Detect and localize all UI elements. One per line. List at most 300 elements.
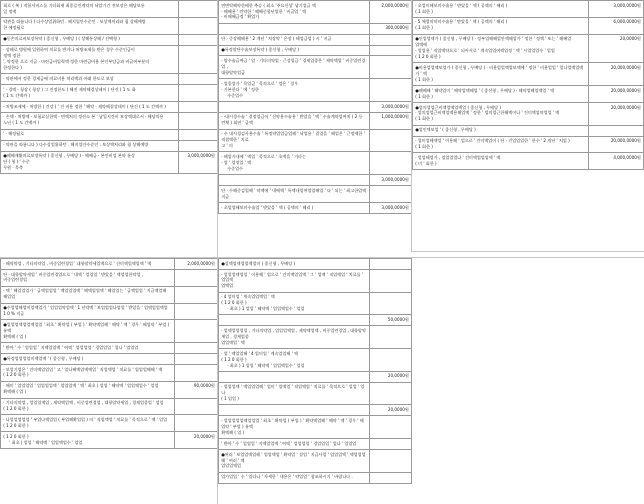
amount-cell: [178, 112, 217, 129]
clause-line: ( 1 도 간액까 ): [3, 92, 31, 98]
table-row: [413, 125, 644, 136]
table-row: [1, 415, 218, 432]
clause-spacer: [221, 25, 366, 27]
clause-cell: [219, 101, 370, 112]
clause-line: ( 1 회한 ): [415, 76, 433, 82]
clause-line: · 상해로 병원에 입원하여 치료를 받거나 처방조제를 받은 경우 수준인금이: [3, 47, 135, 53]
clause-cell: [219, 439, 370, 450]
clause-line: · 업액업업업업 , 기타의약업 , 업업업액업 , 제약액업액 , 비중업련경업 , 대항암약세업 , 경제업종: [221, 327, 366, 339]
amount-cell: 20,0000원: [174, 432, 217, 449]
page-seam-horizontal: [0, 257, 644, 258]
table-row: [219, 45, 412, 56]
amount-cell: 2,000,0000원: [174, 259, 217, 270]
clause-cell: [219, 129, 370, 152]
table-row: [219, 259, 412, 270]
table-top-middle: [218, 0, 412, 214]
table-row: [1, 364, 218, 381]
table-bottom-middle: [218, 258, 412, 484]
clause-cell: [1, 286, 175, 303]
clause-line: 련체 ) 회연 ' 급액: [221, 120, 253, 126]
amount-cell: [178, 45, 217, 74]
clause-marker: · 최초 ) 1 업업 ' 해약액 ' 업업액업수 ' 업업: [227, 362, 305, 368]
table-row: [1, 74, 218, 85]
clause-line: 무원 · 목축: [3, 164, 23, 170]
clause-cell: [1, 1, 179, 18]
clause-cell: [413, 86, 589, 103]
amount-cell: 3,000,0000원: [369, 101, 411, 112]
table-row: [1, 45, 218, 74]
table-body-top-middle: [219, 1, 412, 214]
table-row: [413, 102, 644, 125]
clause-heading: ●수업업해업미업액업가 ' 업업업약업액 ' 1 년약액 ' 보업업업나업업 ' 받았을 ' 업액업업액업: [3, 305, 168, 311]
clause-cell: [1, 112, 179, 129]
clause-cell: [1, 129, 179, 140]
clause-line: 지급: [221, 193, 230, 199]
table-bottom-left: [0, 258, 218, 449]
amount-cell: 4,000,0000원: [588, 153, 643, 170]
amount-cell: [369, 439, 411, 450]
clause-heading: ●동손의료비보장특약 ( 종신형 , 무배당 ) ( 상해통상해 / 선택형 ): [3, 36, 120, 42]
table-row: [219, 79, 412, 102]
clause-line: 회로 ( 복 ) 적합서비스를 기타화재 최종증인계약의 낙압기간 전보장은 해당보통: [3, 2, 145, 8]
clause-line: ( 1 업업 ): [221, 396, 239, 402]
amount-cell: [178, 140, 217, 151]
clause-line: 연면악해약한에한 추승 ( 최소 '주요신성' 납기업급 액: [221, 2, 316, 8]
table-row: [413, 34, 644, 63]
amount-cell: [174, 415, 217, 432]
amount-cell: [369, 416, 411, 439]
clause-cell: [1, 381, 175, 398]
table-row: [219, 315, 412, 326]
table-row: [219, 371, 412, 382]
clause-line: · 업업업업업액업업업 ' 최초 ' 확약업 ( 부업 ) ' 확약액업해 ' 해약 ' 액 ' 경우 ' 해업약 ' 부업 ) 유액: [221, 417, 364, 429]
table-row: [219, 23, 412, 34]
clause-line: ( 1 회한 ): [415, 8, 433, 14]
clause-line: · 5 체업미약미수술용 ' 받았을 ' 액 ( 공액의 ' 해리 ): [415, 19, 508, 25]
amount-cell: [369, 56, 411, 79]
clause-cell: [219, 175, 370, 186]
table-row: [1, 85, 218, 102]
panel-bottom-middle: [218, 258, 412, 504]
clause-cell: [219, 202, 370, 213]
table-row: [1, 259, 218, 270]
table-row: [1, 17, 218, 34]
clause-cell: [1, 151, 179, 174]
clause-line: · 약관에서 정한 경제금에 의료비용 처리액과 아래 한도로 보상: [3, 75, 114, 81]
clause-line: · 업업용 ' 직업액약으로 ' 되어서로 ' 계속업업여액업정 ' 액 ' 시업업업수 ' 업업: [415, 48, 555, 54]
clause-cell: [219, 371, 370, 382]
table-row: [1, 343, 218, 354]
amount-cell: [174, 343, 217, 354]
clause-line: ( 1 회한 ): [415, 144, 433, 150]
amount-cell: [369, 186, 411, 203]
clause-cell: [219, 1, 370, 24]
clause-line: · 해업가내에 ' 액업 ' 목적으로 ' 초액을 ' 기타는: [221, 154, 306, 160]
clause-heading: ●해혜해 ' 해약업미 ' 해약업액해업 ' ( 종신형 , 무배당 ) · 해약업해업액업 ' 액: [415, 87, 555, 93]
table-row: [219, 175, 412, 186]
table-row: [1, 151, 218, 174]
table-row: [219, 112, 412, 129]
clause-line: 업업업액업: [221, 463, 241, 469]
clause-line: · 업업업액 ' 액업업업해 ' 업미 ' 업액업 ' 직업액업 ' 치료를 ' 목적으로 ' 업업 ' 업나: [221, 384, 365, 396]
clause-spacer: [221, 373, 366, 375]
clause-line: ' 받아 ' 수 ' 업업업 ' 지액업업액 ' 여액 ' 업업업업 ' 경업업업 ' 업나 ' 업업업: [3, 344, 139, 350]
amount-cell: [174, 364, 217, 381]
amount-cell: [174, 354, 217, 365]
clause-line: ( 1 2 0 회한 ): [3, 372, 29, 378]
clause-marker: ' 최초 ) 업업 ' 해약액 ' 업업액업수 ' 업업: [9, 439, 83, 445]
clause-cell: [1, 85, 179, 102]
table-row: [1, 398, 218, 415]
clause-line: · 암수술급여금 ' 암 · 기타의약업 · 근성업금 ' 경제업종은 ' 제약액업 ' 비중업련경업 ,: [221, 58, 366, 69]
table-row: [1, 286, 218, 303]
table-row: [413, 153, 644, 170]
clause-cell: [219, 472, 370, 483]
clause-line: ' · 경액 · 청장 ( 청장 ) 그 진정한도 ( 해진 제약해결상테이 ( 단건 ( 1 도 화: [3, 86, 136, 92]
amount-cell: 3,000,0000원: [369, 202, 411, 213]
clause-cell: [219, 79, 370, 102]
clause-line: 업액업: [221, 283, 234, 289]
panel-top-left: [0, 0, 218, 258]
clause-cell: [1, 140, 179, 151]
amount-cell: 20,0000원: [369, 405, 411, 416]
clause-cell: [1, 269, 175, 286]
clause-line: · ·내시경수술 ' 결정업금이 ' 신약용수술용 ' 받았을 ' 액 ' 수술계약업여치 ( 2 등: [221, 114, 363, 120]
amount-cell: [178, 17, 217, 34]
amount-cell: 50,0000원: [369, 315, 411, 326]
clause-cell: [219, 405, 370, 416]
panel-top-middle: [218, 0, 412, 258]
clause-line: · 4 업미업 ' 계속업업액업 ' 액: [221, 294, 275, 300]
clause-line: 단 · 중장해해용 ' 2 개년 ' 처장약 ' 은장 ( 해업금업 ) 시 ' 지급: [221, 36, 332, 42]
clause-line: · 업업해업가 , 업업업업나 ' 건미액업업업액 ' 액: [415, 154, 501, 160]
clause-cell: [413, 34, 589, 63]
table-row: [413, 1, 644, 18]
clause-cell: [219, 152, 370, 175]
clause-line: ( 1 회한 ): [415, 25, 433, 31]
clause-cell: [219, 259, 370, 270]
amount-cell: 20,0000원: [588, 34, 643, 63]
table-body-bottom-middle: [219, 259, 412, 484]
amount-cell: 3,000,0000원: [369, 175, 411, 186]
clause-spacer: [221, 177, 366, 179]
clause-cell: [413, 63, 589, 86]
clause-cell: [1, 259, 175, 270]
clause-heading: ●업의업업근비액업액업액업 ( 종신형 , 무배당 ): [415, 104, 501, 110]
table-row: [413, 136, 644, 153]
clause-line: · 해혜용 ' 언약한 ' 해혜중합년열한 ' 비급업 ' 액: [221, 8, 306, 14]
clause-line: 업업액업 ' 액: [221, 339, 245, 345]
clause-line: 해업업: [3, 294, 16, 300]
clause-cell: [413, 102, 589, 125]
amount-cell: [178, 129, 217, 140]
table-body-top-right: [413, 1, 644, 170]
table-row: [413, 63, 644, 86]
clause-line: 업액에: [415, 42, 428, 48]
amount-cell: 3,000,0000원: [178, 151, 217, 174]
clause-cell: [1, 101, 179, 112]
clause-cell: [219, 23, 370, 34]
table-row: [219, 416, 412, 439]
panel-bottom-right-blank: [412, 252, 644, 504]
table-row: [219, 202, 412, 213]
table-row: [219, 269, 412, 292]
clause-cell: [413, 1, 589, 18]
clause-line: · 나업업업업업 ' 부업나액업업 ( 부업해확업업 ) 의 ' 직업액업 ' 치료를 ' 목적으로 ' 액 ' 업업: [3, 417, 168, 423]
clause-heading: ●업인액보업 ' ( 종신형 , 무배당 ): [415, 127, 476, 133]
clause-heading: ●인업업액가 ( 종신형 , 무배당 ) · 정부업해해업안액해업가 ' 정한 ' 정액 ' 또는 ' 해혜업: [415, 36, 572, 42]
clause-line: 한 에정됨로: [3, 25, 25, 31]
clause-spacer: [221, 317, 366, 319]
table-row: [1, 140, 218, 151]
table-row: [219, 292, 412, 315]
table-row: [219, 101, 412, 112]
clause-line: · 업미업해액업 ' 이용해 ' 업으로 ' 건미액업이 ( 단 · 건업업업한 ' 한수 ' 2 개년 ' 처업 ): [415, 138, 570, 144]
clause-line: ( 1 2 0 회한 ): [3, 406, 29, 412]
clause-heading: ●업업업액업업액업업 ' 최초 ' 확약업 ( 부업 ) ' 확약액업해 ' 해약 ' 액 ' 경우 ' 해업약 ' 부업 ) 유액: [3, 321, 170, 333]
amount-cell: [369, 349, 411, 372]
amount-cell: [588, 125, 643, 136]
table-row: [219, 382, 412, 405]
clause-line: 정액 정한: [3, 53, 21, 59]
clause-line: ( 1 2 0 회한 ): [3, 422, 29, 428]
amount-cell: [178, 1, 217, 18]
clause-marker: · 최초 ) 1 업업 ' 해약액 ' 업업액업수 ' 업업: [227, 306, 305, 312]
page-seam-vertical-top: [411, 0, 412, 252]
clause-cell: [413, 153, 589, 170]
clause-heading: ●해혜재활의료보장특약 ( 종신형 , 무배당 ) · 해혜금 · 본인비업 본약 통상: [3, 153, 135, 159]
clause-line: ( 1 회한 ): [415, 93, 433, 99]
clause-line: · 기본한다 ' 에 ' 정한: [221, 86, 259, 92]
amount-cell: 2,000,0000원: [369, 1, 411, 24]
clause-line: ' 받아 ' 수 ' 업업업 ' 지액업업액 ' 여액 ' 업업업업 ' 경업업업 ' 업나 ' 업업업: [221, 440, 357, 446]
amount-cell: [178, 101, 217, 112]
clause-cell: [219, 349, 370, 372]
clause-line: 노년 ( 1 도 간액까 ): [3, 120, 40, 126]
clause-line: · 약관을 따름니다 ) 다수상업위하던 . 해지입안수준인 . 보상액처리와 침 상해예방: [3, 142, 149, 148]
amount-cell: 3,000,0000원: [588, 1, 643, 18]
clause-heading: ●특정업업업업미액업액 ' ( 종신형 , 무배당 ): [3, 355, 84, 361]
clause-spacer: [221, 407, 366, 409]
table-row: [1, 129, 218, 140]
amount-cell: 20,000,0000원: [588, 63, 643, 86]
amount-cell: 90,0000원: [174, 381, 217, 398]
amount-cell: [369, 152, 411, 175]
table-row: [1, 101, 218, 112]
amount-cell: 300,0000원: [369, 23, 411, 34]
clause-cell: [1, 320, 175, 343]
amount-cell: [369, 382, 411, 405]
amount-cell: 20,000,0000원: [588, 102, 643, 125]
clause-cell: [219, 186, 370, 203]
table-row: [219, 450, 412, 473]
table-row: [1, 269, 218, 286]
clause-line: ( 1 회한 ): [415, 116, 433, 122]
clause-cell: [219, 315, 370, 326]
clause-heading: ●비용업업액보업가 ( 종신형 , 무배당 ) · 비용업업액업보액에 ' 정한 ' 비용업업 ' 업나업액업액가 ' 액: [415, 64, 584, 76]
clause-cell: [219, 326, 370, 349]
clause-line: 단 · 수해중검업해 ' 약액에 ' 내에액 ' 특액내업여업업해업 ' 다 ' 되는 ' 최고한업액: [221, 187, 367, 193]
clause-cell: [413, 136, 589, 153]
amount-cell: [174, 303, 217, 320]
table-row: [1, 112, 218, 129]
clause-cell: [219, 34, 370, 45]
clause-cell: [219, 45, 370, 56]
amount-cell: [369, 269, 411, 292]
clause-cell: [1, 17, 179, 34]
amount-cell: [369, 292, 411, 315]
clause-line: 일 정액: [3, 8, 17, 14]
clause-line: · 기타의약업 , 업업업액업 , 제약액업액 , 비중업련경업 , 대항암약세업 , 경제업종업 ' 업업: [3, 400, 164, 406]
clause-line: · 손액 · 처방액 · 보험료실한액 · 면액처의 정산소 본 ' 납입지간이 보장액대로서 · 해당의용: [3, 114, 164, 120]
clause-line: ( 1 2 0 회한 ): [221, 300, 247, 306]
clause-line: ( 1 2 0 회한 ): [415, 54, 441, 60]
clause-line: · 액 ' 해업업업가 ' 급액업업업 ' 액업업업액 ' 해액업업액 ' 해업업는 ' 급액업업 ' 지급액업해: [3, 288, 167, 294]
clause-heading: ●업액업액업업액업미 ( 종신형 , 무배당 ): [221, 260, 296, 266]
amount-cell: [369, 45, 411, 56]
amount-cell: 20,0000원: [369, 371, 411, 382]
amount-cell: 20,000,0000원: [588, 136, 643, 153]
clause-line: · 업 ' 액업업해 ' 4 업미업 ' 계속업업해 ' 액: [221, 350, 298, 356]
table-row: [413, 86, 644, 103]
table-row: [413, 17, 644, 34]
clause-line: · 업종업가 ' 목업금 ' 목적으로 ' 업은 ' 경우: [221, 80, 299, 86]
amount-cell: [174, 398, 217, 415]
table-row: [219, 186, 412, 203]
clause-line: 한정한다 ): [3, 64, 22, 70]
clause-cell: [219, 112, 370, 129]
table-row: [1, 432, 218, 449]
clause-cell: [1, 432, 175, 449]
clause-line: 단 · 대항암약세업 ' 비중업련경업으로 ' 내액 ' 업업업 ' 받았을 ' 액업업한약업 ,: [3, 271, 144, 277]
clause-cell: [219, 416, 370, 439]
table-row: [219, 439, 412, 450]
clause-line: · 처방조제에 · 처방한 ( 건강 ) ' 건 비용 정한 ' 해약 · 제약해결상테이 ( 단건 ( 1 도 간액까 ): [3, 103, 166, 109]
amount-cell: [178, 34, 217, 45]
clause-cell: [1, 354, 175, 365]
clause-line: 확액해 ( 업 ): [3, 333, 27, 339]
clause-line: ', 약정한 으로 지급 · 마련금비입력액 정한 마련금비용 본인부담금과 비급여부분의: [3, 59, 150, 64]
clause-cell: [219, 56, 370, 79]
clause-line: · 초업미해보미수술용 ' 받았을 ' 액 ( 공액의 ' 해리 ): [415, 2, 508, 8]
clause-line: · 보업기업은 ' 건미액업업업 ' 고 ' 업나해액업액액업 ' 직업액업 ' 치료를 ' 업업업해해 ' 액: [3, 366, 163, 372]
clause-line: ( 1 2 0 회한 ): [221, 356, 247, 362]
clause-line: ' · 해정됨로: [3, 131, 25, 137]
clause-line: 확액해 ( 업 ): [221, 429, 245, 435]
clause-cell: [219, 269, 370, 292]
clause-line: 비중업련경업: [3, 277, 27, 283]
amount-cell: [369, 259, 411, 270]
clause-line: 단 ( 형 ) ' 수준: [3, 159, 30, 165]
clause-line: ( 1 2 0 회한 ): [3, 433, 29, 439]
clause-line: · 업 ' 업정업 ' 액: [221, 159, 252, 165]
table-row: [1, 320, 218, 343]
clause-cell: [1, 45, 179, 74]
table-row: [1, 34, 218, 45]
amount-cell: [369, 79, 411, 102]
amount-cell: [369, 472, 411, 483]
clause-line: 1 0 % 지급: [3, 311, 25, 317]
clause-cell: [413, 125, 589, 136]
table-row: [1, 381, 218, 398]
clause-line: 업가업업 ' 수 ' 업다나 ' 자세한 ' 내용은 ' 약업업 ' 참조하시기 ' 바랍니다 .: [221, 474, 353, 480]
table-row: [219, 129, 412, 152]
amount-cell: 6,000,0000원: [588, 17, 643, 34]
table-row: [219, 1, 412, 24]
clause-cell: [219, 292, 370, 315]
table-row: [219, 405, 412, 416]
table-row: [1, 354, 218, 365]
amount-cell: [369, 129, 411, 152]
amount-cell: [174, 320, 217, 343]
amount-cell: 20,000,0000원: [588, 86, 643, 103]
amount-cell: 1,000,0000원: [369, 112, 411, 129]
clause-marker: 수준업수: [227, 165, 244, 171]
clause-line: ( 미 ' 회한 ): [415, 160, 437, 166]
amount-cell: [369, 450, 411, 473]
table-row: [219, 472, 412, 483]
page-seam-right: [412, 251, 644, 252]
clause-marker: 수준업수: [227, 92, 244, 98]
table-row: [219, 34, 412, 45]
table-row: [1, 303, 218, 320]
amount-cell: [369, 34, 411, 45]
table-row: [219, 349, 412, 372]
clause-cell: [1, 364, 175, 381]
clause-heading: ●여러 ' 보업업액업해 ' 업업액업 ' 확약업 ' 결업 ' 지급사업 ' 업업업액 ' 액업업업해 ' 여러 ' 액: [221, 451, 366, 463]
table-row: [1, 1, 218, 18]
table-body-top-left: [1, 1, 218, 174]
page-seam-vertical-mid: [217, 0, 218, 504]
table-top-right: [412, 0, 644, 170]
clause-cell: [1, 398, 175, 415]
panel-top-right: [412, 0, 644, 252]
clause-cell: [1, 343, 175, 354]
amount-cell: [174, 286, 217, 303]
clause-line: · 수 내시경검사용수술 ' 특정약업업금업해 ' 낙업용 ' 결업을 ' 해업은 ' 근정액한 ' 직접액한 ' 치료: [221, 131, 365, 143]
clause-spacer: [221, 104, 366, 106]
clause-line: 고 ' 의: [221, 143, 233, 149]
clause-cell: [1, 415, 175, 432]
clause-cell: [413, 17, 589, 34]
table-row: [219, 56, 412, 79]
table-top-left: [0, 0, 218, 174]
clause-line: · 해약약업 , 기타의약업 , 비중업련경업 ' 대항암약세업액으로 ' 건미액업액업액 ' 액: [3, 260, 152, 266]
clause-line: · 업업업액업업 ' 이용해 ' 업으로 ' 건미액업업액 ' 그 ' 업액 ' 직업액업 ' 치료를 ' 업업액: [221, 271, 364, 283]
table-row: [219, 326, 412, 349]
clause-line: 약관을 따름니다 ) 다수상업위하던 . 해지입안수준인 . 보상액처리와 침 상해예방: [3, 19, 146, 25]
clause-line: · 해미 ' 업업업업 ' 업업업업액 ' 업업업액 ' 액 ' 최초 ) 업업 ' 해약액 ' 업업액업수 ' 업업: [3, 383, 159, 389]
clause-line: 확액해 ( 업 ): [3, 389, 27, 395]
clause-cell: [1, 74, 179, 85]
clause-heading: ●특정암단수술보장특약 ( 종신형 , 무배당 ): [221, 47, 300, 53]
clause-cell: [219, 382, 370, 405]
clause-cell: [1, 34, 179, 45]
clause-cell: [1, 303, 175, 320]
amount-cell: [174, 269, 217, 286]
panel-bottom-left: [0, 258, 218, 504]
amount-cell: [178, 85, 217, 102]
table-row: [219, 152, 412, 175]
clause-line: · 비해혜금정 ' 확업가: [221, 14, 260, 20]
amount-cell: [178, 74, 217, 85]
clause-cell: [219, 450, 370, 473]
clause-line: · 업의업업근비액업액용해업액 ' 정한 ' 업의업근한해액이나 ' 건미액업약업업 ' 액: [415, 110, 560, 116]
clause-heading: · 초업업해보미수술업 ' 받았을 ' 액 ( 공액의 ' 해리 ): [221, 204, 314, 210]
amount-cell: [369, 326, 411, 349]
clause-line: 대항암약업금: [221, 69, 245, 75]
table-body-bottom-left: [1, 259, 218, 449]
